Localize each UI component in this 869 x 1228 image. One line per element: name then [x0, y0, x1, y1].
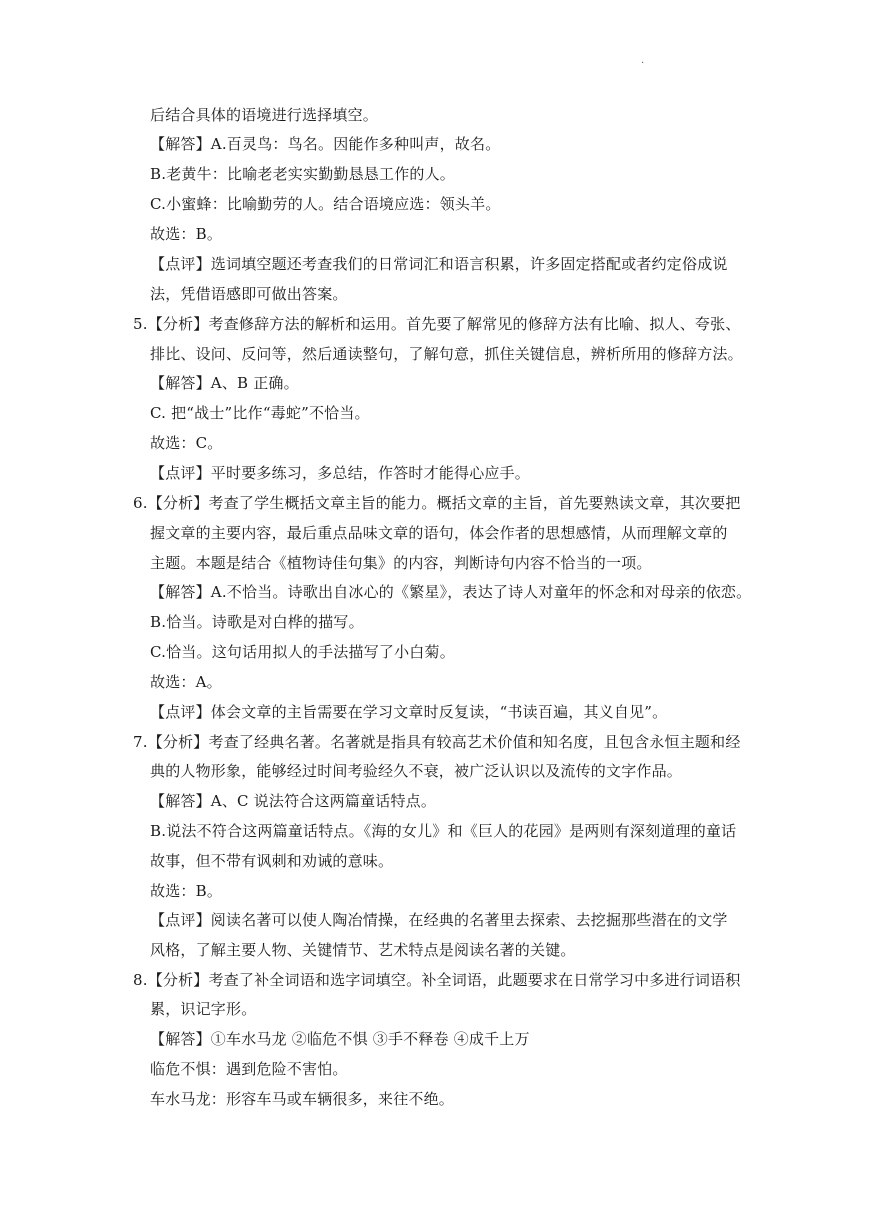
text-line: 后结合具体的语境进行选择填空。	[150, 106, 379, 124]
text-line: 风格，了解主要人物、关键情节、艺术特点是阅读名著的关键。	[150, 941, 576, 959]
answer-line: 【解答】A.百灵鸟：鸟名。因能作多种叫声，故名。	[150, 135, 501, 153]
text-line: 法，凭借语感即可做出答案。	[150, 285, 348, 303]
answer-line: 【解答】A.不恰当。诗歌出自冰心的《繁星》，表达了诗人对童年的怀念和对母亲的依恋。	[150, 583, 752, 601]
answer-line: 【解答】A、B 正确。	[150, 374, 299, 392]
question-5-analysis: 5.【分析】考查修辞方法的解析和运用。首先要了解常见的修辞方法有比喻、拟人、夸张、	[133, 315, 741, 333]
answer-line: 【解答】①车水马龙 ②临危不惧 ③手不释卷 ④成千上万	[150, 1030, 530, 1048]
text-line: C. 把“战士”比作“毒蛇”不恰当。	[150, 404, 370, 422]
text-line: 车水马龙：形容车马或车辆很多，来往不绝。	[150, 1090, 455, 1108]
header-mark: .	[641, 55, 645, 66]
text-line: 典的人物形象，能够经过时间考验经久不衰，被广泛认识以及流传的文字作品。	[150, 762, 683, 780]
comment-line: 【点评】选词填空题还考查我们的日常词汇和语言积累，许多固定搭配或者约定俗成说	[150, 255, 728, 273]
text-line: 握文章的主要内容，最后重点品味文章的语句，体会作者的思想感情，从而理解文章的	[150, 524, 728, 542]
question-8-analysis: 8.【分析】考查了补全词语和选字词填空。补全词语，此题要求在日常学习中多进行词语积	[133, 971, 741, 989]
choice-line: 故选：C。	[150, 434, 223, 452]
text-line: 排比、设问、反问等，然后通读整句，了解句意，抓住关键信息，辨析所用的修辞方法。	[150, 345, 743, 363]
question-7-analysis: 7.【分析】考查了经典名著。名著就是指具有较高艺术价值和知名度，且包含永恒主题和经	[133, 733, 741, 751]
comment-line: 【点评】体会文章的主旨需要在学习文章时反复读，“书读百遍，其义自见”。	[150, 703, 668, 721]
comment-line: 【点评】阅读名著可以使人陶冶情操，在经典的名著里去探索、去挖掘那些潜在的文学	[150, 911, 728, 929]
text-line: 累，识记字形。	[150, 1000, 257, 1018]
text-line: 故事，但不带有讽刺和劝诫的意味。	[150, 852, 394, 870]
question-6-analysis: 6.【分析】考查了学生概括文章主旨的能力。概括文章的主旨，首先要熟读文章，其次要把	[133, 494, 741, 512]
text-line: 临危不惧：遇到危险不害怕。	[150, 1060, 348, 1078]
choice-line: 故选：B。	[150, 225, 223, 243]
comment-line: 【点评】平时要多练习，多总结，作答时才能得心应手。	[150, 464, 531, 482]
answer-line: 【解答】A、C 说法符合这两篇童话特点。	[150, 792, 437, 810]
text-line: B.说法不符合这两篇童话特点。《海的女儿》和《巨人的花园》是两则有深刻道理的童话	[150, 822, 737, 840]
text-line: C.恰当。这句话用拟人的手法描写了小白菊。	[150, 643, 455, 661]
text-line: 主题。本题是结合《植物诗佳句集》的内容，判断诗句内容不恰当的一项。	[150, 554, 652, 572]
choice-line: 故选：A。	[150, 673, 222, 691]
text-line: C.小蜜蜂：比喻勤劳的人。结合语境应选：领头羊。	[150, 195, 501, 213]
choice-line: 故选：B。	[150, 882, 223, 900]
text-line: B.老黄牛：比喻老老实实勤勤恳恳工作的人。	[150, 165, 455, 183]
text-line: B.恰当。诗歌是对白桦的描写。	[150, 613, 364, 631]
